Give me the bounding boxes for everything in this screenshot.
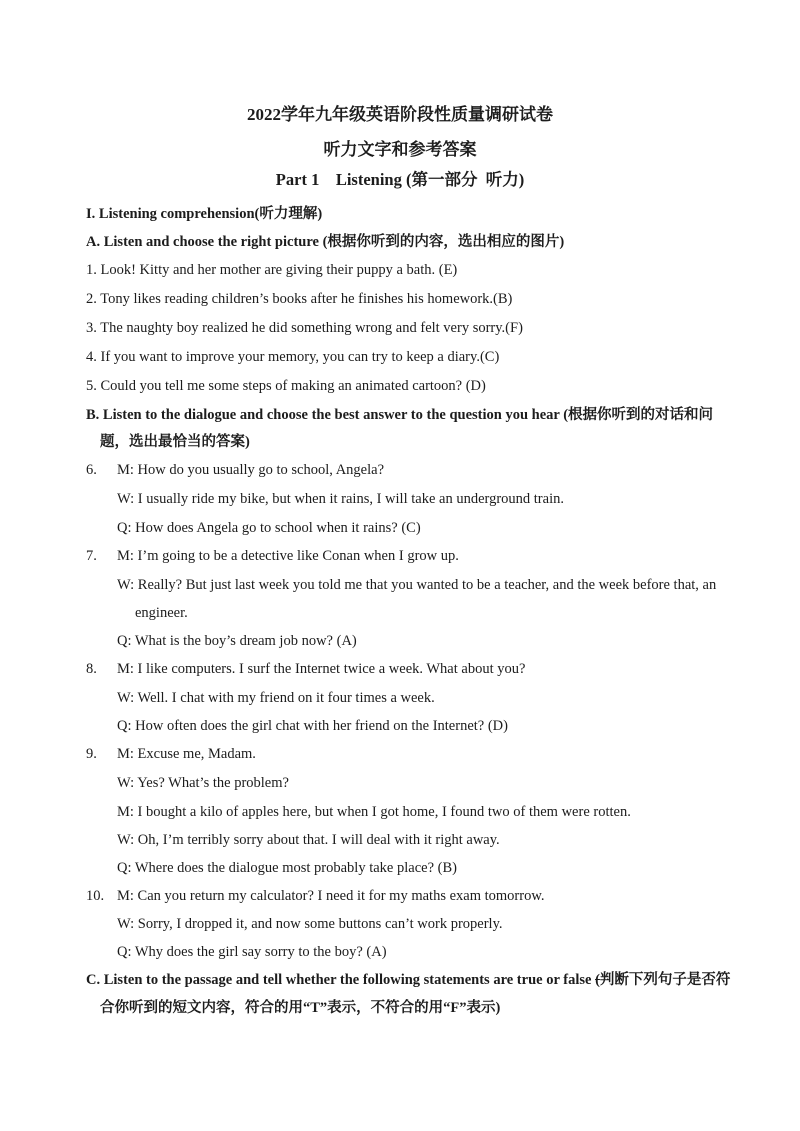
dialogue-line: W: Sorry, I dropped it, and now some buttons can’t work properly. [117, 916, 503, 932]
section-c-heading-chinese: 判断下列句子是否符 [599, 972, 731, 988]
dialogue-line: M: I bought a kilo of apples here, but when I got home, I found two of them were rotten. [117, 804, 631, 820]
section-i-heading: I. Listening comprehension(听力理解) [86, 206, 323, 222]
dialogue-line: W: I usually ride my bike, but when it rains, I will take an underground train. [117, 491, 564, 507]
list-item: 4. If you want to improve your memory, you can try to keep a diary.(C) [86, 349, 500, 365]
section-b-heading: B. Listen to the dialogue and choose the best answer to the question you hear (根据你听到的对话和问 [86, 407, 714, 423]
section-c-heading-paren: ( [595, 972, 600, 988]
question-line: Q: How does Angela go to school when it rains? (C) [117, 520, 421, 536]
question-number: 7. [86, 548, 97, 564]
dialogue-line: M: How do you usually go to school, Angela? [117, 462, 385, 478]
section-a-heading: A. Listen and choose the right picture (根据你听到的内容，选出相应的图片) [86, 234, 565, 250]
list-item: 5. Could you tell me some steps of making an animated cartoon? (D) [86, 378, 486, 394]
document-subtitle: 听力文字和参考答案 [323, 140, 477, 159]
part-heading: Part 1 Listening (第一部分 听力) [275, 170, 525, 189]
dialogue-line: W: Well. I chat with my friend on it four times a week. [117, 690, 435, 706]
question-number: 10. [86, 888, 105, 904]
document-title: 2022学年九年级英语阶段性质量调研试卷 [247, 105, 553, 124]
dialogue-line: W: Really? But just last week you told me that you wanted to be a teacher, and the week before that, an [117, 577, 717, 593]
section-c-heading-text: C. Listen to the passage and tell whether the following statements are true or false [86, 972, 596, 988]
dialogue-line: M: I’m going to be a detective like Conan when I grow up. [117, 548, 459, 564]
list-item: 2. Tony likes reading children’s books after he finishes his homework.(B) [86, 291, 513, 307]
list-item: 3. The naughty boy realized he did something wrong and felt very sorry.(F) [86, 320, 523, 336]
section-b-heading-cont: 题，选出最恰当的答案) [100, 434, 250, 450]
list-item: 1. Look! Kitty and her mother are giving their puppy a bath. (E) [86, 262, 458, 278]
dialogue-line-cont: engineer. [135, 605, 188, 621]
question-line: Q: What is the boy’s dream job now? (A) [117, 633, 357, 649]
dialogue-line: M: Can you return my calculator? I need it for my maths exam tomorrow. [117, 888, 545, 904]
question-number: 9. [86, 746, 97, 762]
dialogue-line: M: Excuse me, Madam. [117, 746, 256, 762]
dialogue-line: W: Oh, I’m terribly sorry about that. I will deal with it right away. [117, 832, 500, 848]
question-number: 8. [86, 661, 97, 677]
question-line: Q: Where does the dialogue most probably take place? (B) [117, 860, 457, 876]
question-number: 6. [86, 462, 97, 478]
section-c-heading-cont: 合你听到的短文内容，符合的用“T”表示，不符合的用“F”表示) [100, 1000, 501, 1016]
dialogue-line: M: I like computers. I surf the Internet twice a week. What about you? [117, 661, 526, 677]
question-line: Q: Why does the girl say sorry to the boy? (A) [117, 944, 387, 960]
question-line: Q: How often does the girl chat with her friend on the Internet? (D) [117, 718, 508, 734]
section-c-heading [86, 971, 730, 989]
dialogue-line: W: Yes? What’s the problem? [117, 775, 289, 791]
